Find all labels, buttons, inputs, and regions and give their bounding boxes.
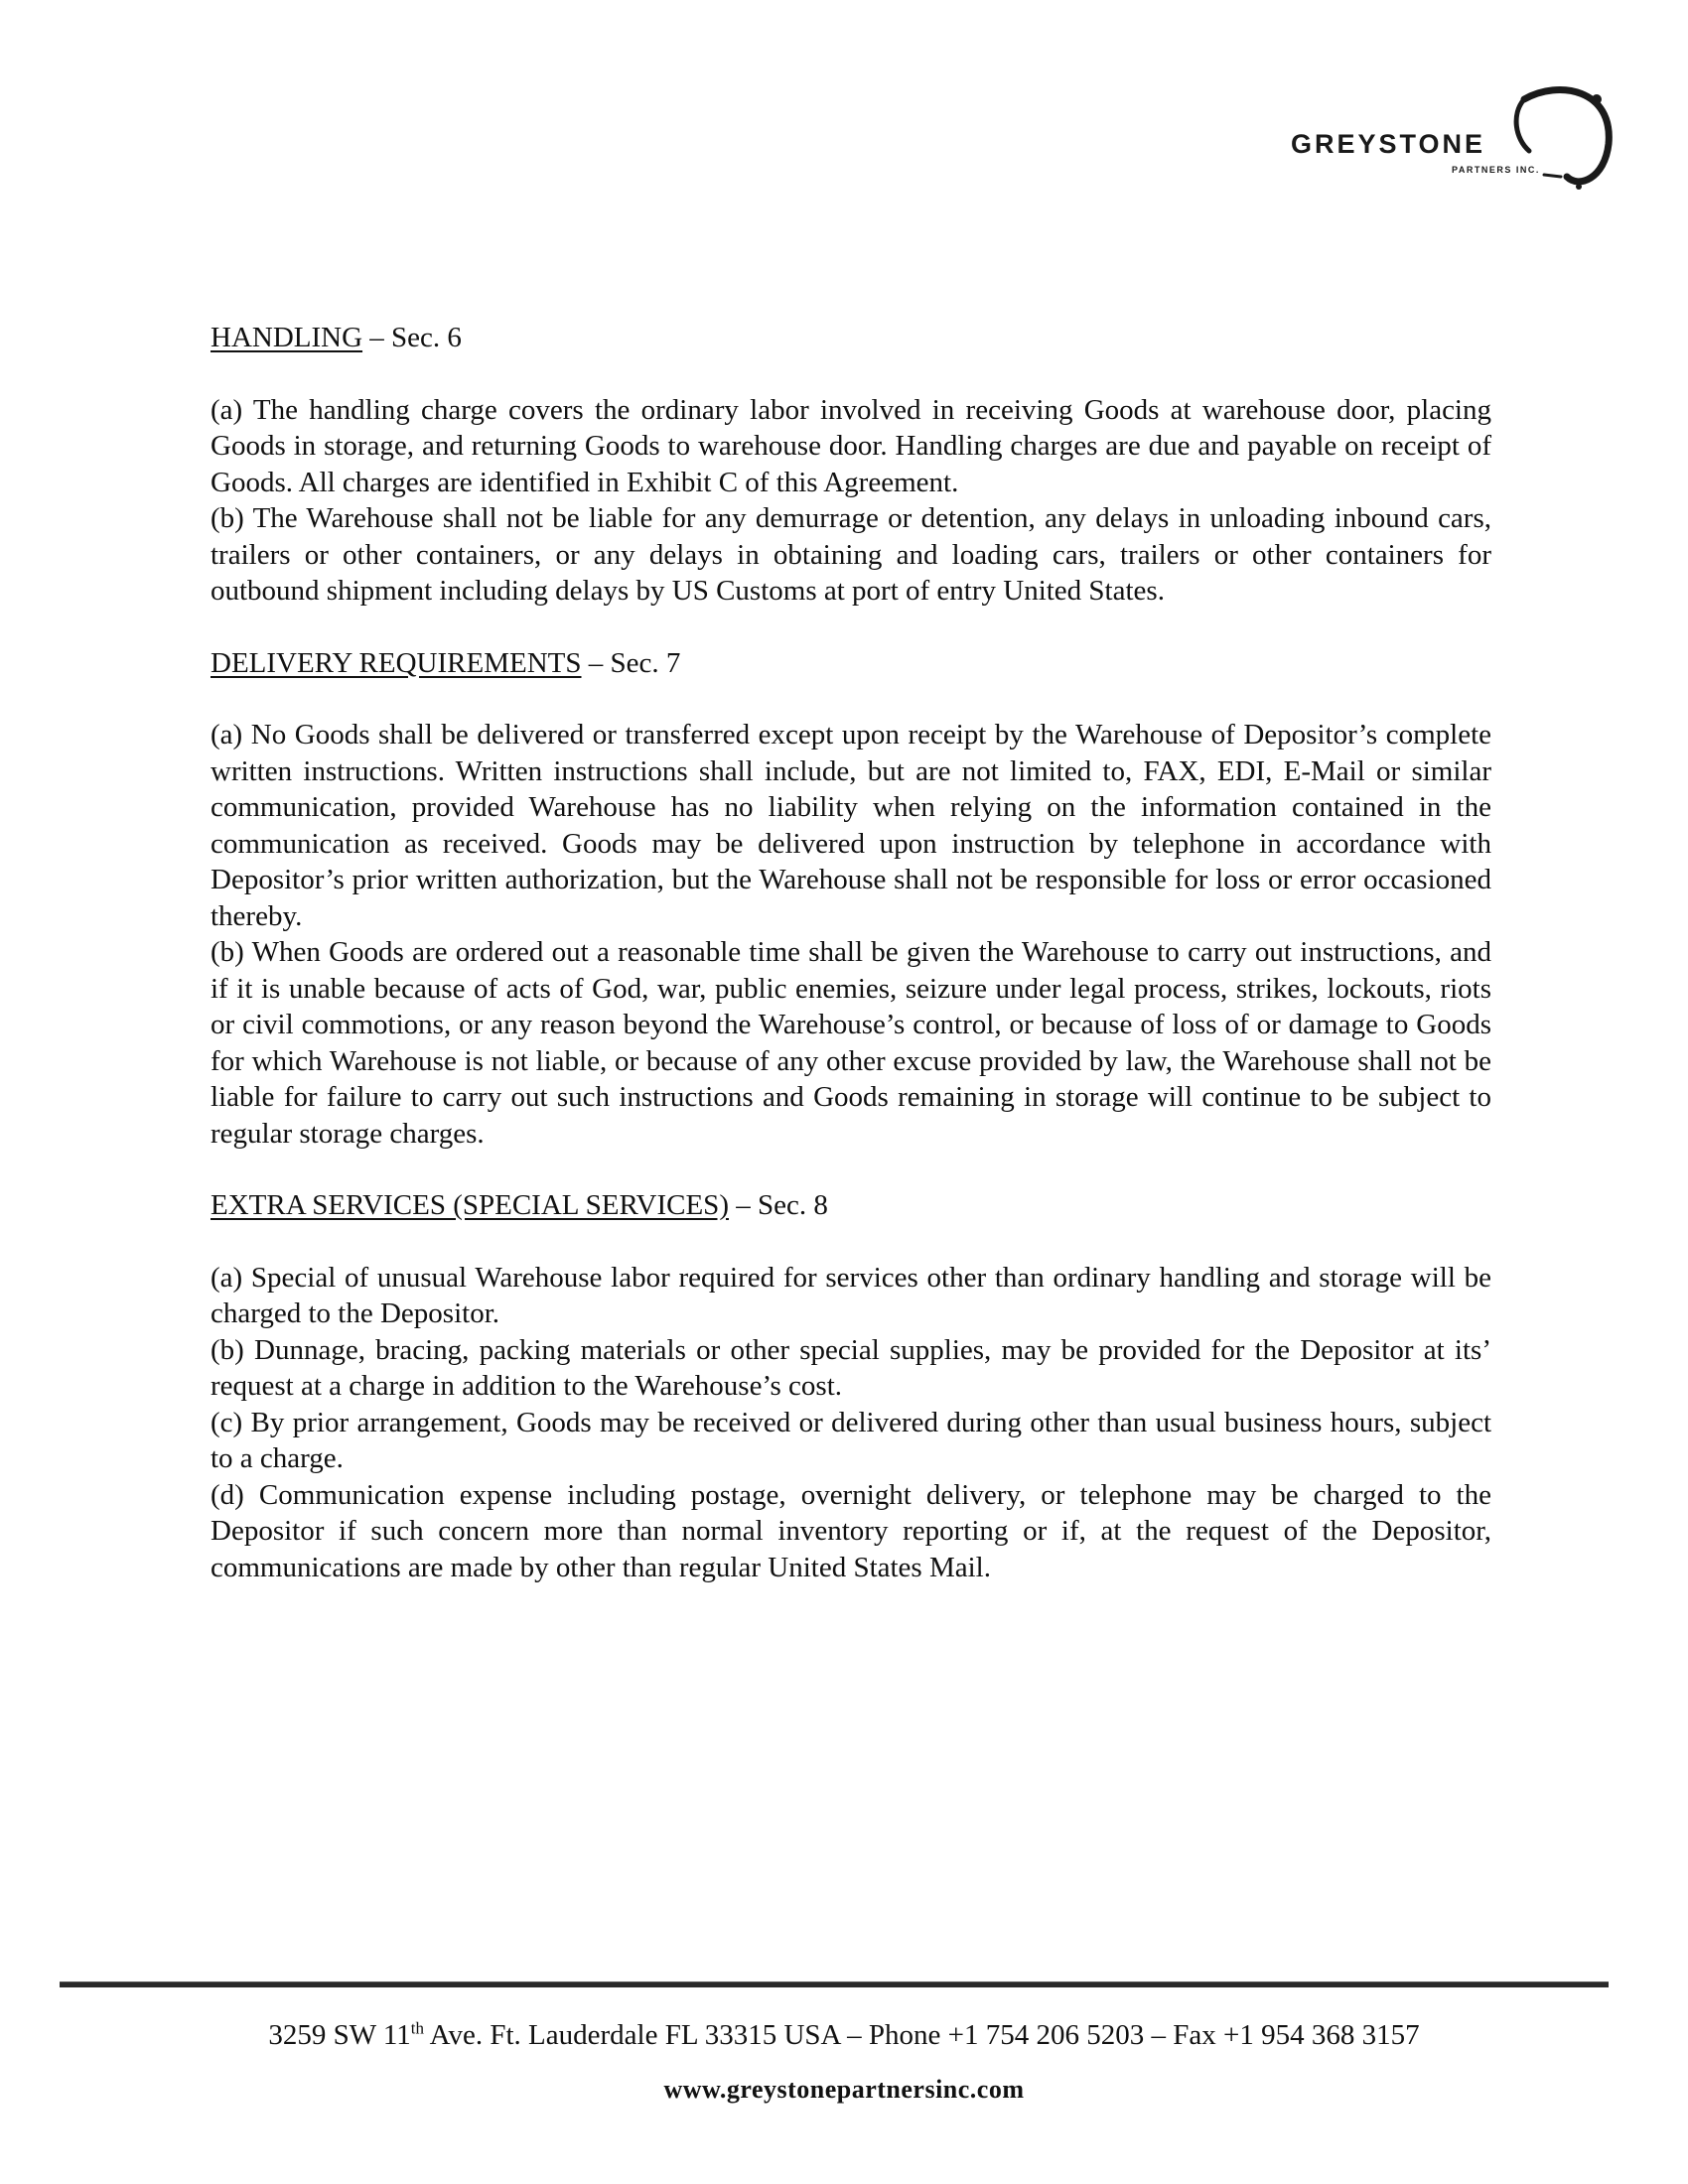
paragraph: (b) When Goods are ordered out a reasonable time shall be given the Warehouse to carry out instructions, and if it is unable because of acts of God, war, public enemies, seizure under legal process, strikes, lockouts, riots or civil commotions, or any reason beyond the Warehouse’s control, or because of loss of or damage to Goods for which Warehouse is not liable, or because of any other excuse provided by law, the Warehouse shall not be liable for failure to carry out such instructions and Goods remaining in storage will continue to be subject to regular storage charges. (211, 936, 1491, 1150)
paragraph: (d) Communication expense including postage, overnight delivery, or telephone may be charged to the Depositor if such concern more than normal inventory reporting or if, at the request of the Depositor, communications are made by other than regular United States Mail. (211, 1478, 1491, 1583)
section-handling (211, 320, 1491, 610)
paragraph: (c) By prior arrangement, Goods may be received or delivered during other than usual business hours, subject to a charge. (211, 1406, 1491, 1474)
paragraph: (b) The Warehouse shall not be liable for any demurrage or detention, any delays in unloading inbound cars, trailers or other containers, or any delays in obtaining and loading cars, trailers or other containers for outbound shipment including delays by US Customs at port of entry United States. (211, 502, 1491, 607)
footer-address: 3259 SW 11th Ave. Ft. Lauderdale FL 33315 USA – Phone +1 754 206 5203 – Fax +1 954 368 3157 (268, 2018, 1420, 2051)
paragraph: (a) The handling charge covers the ordinary labor involved in receiving Goods at warehouse door, placing Goods in storage, and returning Goods to warehouse door. Handling charges are due and payable on receipt of Goods. All charges are identified in Exhibit C of this Agreement. (211, 393, 1491, 498)
section-paragraphs (211, 1260, 1491, 1586)
logo-subtitle: PARTNERS INC. (1452, 165, 1540, 175)
footer-website-link[interactable]: www.greystonepartnersinc.com (663, 2075, 1025, 2104)
document-body (211, 320, 1491, 1585)
company-logo (1281, 60, 1618, 199)
section-paragraphs (211, 392, 1491, 610)
section-heading: EXTRA SERVICES (SPECIAL SERVICES) – Sec. 8 (211, 1189, 828, 1221)
paragraph: (a) Special of unusual Warehouse labor required for services other than ordinary handling and storage will be charged to the Depositor. (211, 1261, 1491, 1329)
paragraph: (b) Dunnage, bracing, packing materials or other special supplies, may be provided for the Depositor at its’ request at a charge in addition to the Warehouse’s cost. (211, 1333, 1491, 1402)
section-extra-services (211, 1187, 1491, 1585)
section-heading: HANDLING – Sec. 6 (211, 322, 462, 353)
section-delivery-requirements (211, 645, 1491, 1153)
logo-company-name: GREYSTONE (1291, 129, 1486, 159)
section-heading: DELIVERY REQUIREMENTS – Sec. 7 (211, 646, 681, 679)
paragraph: (a) No Goods shall be delivered or transferred except upon receipt by the Warehouse of Depositor’s complete written instructions. Written instructions shall include, but are not limited to, FAX, EDI, E-Mail or similar communication, provided Warehouse has no liability when relying on the information contained in the communication as received. Goods may be delivered upon instruction by telephone in accordance with Depositor’s prior written authorization, but the Warehouse shall not be responsible for loss or error occasioned thereby. (211, 719, 1491, 932)
section-paragraphs (211, 717, 1491, 1152)
footer-divider (60, 1981, 1609, 1987)
